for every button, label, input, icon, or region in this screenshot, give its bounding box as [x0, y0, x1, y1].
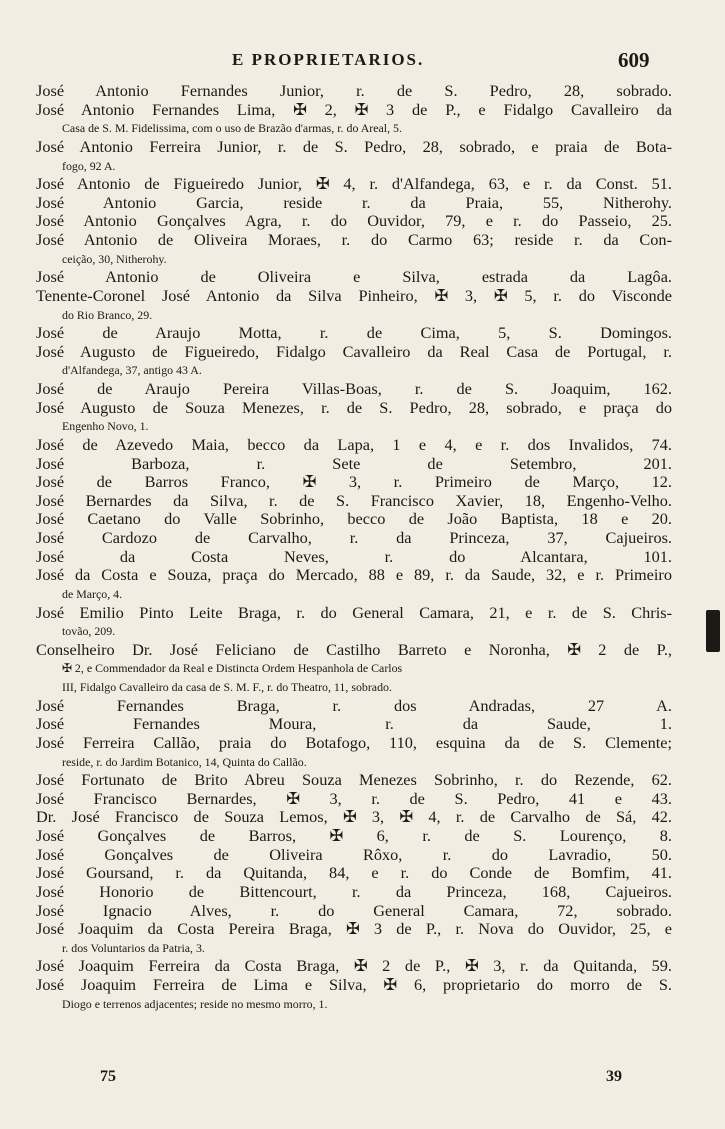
entry-line: José Augusto de Figueiredo, Fidalgo Cavalleiro da Real Casa de Portugal, r.	[36, 341, 672, 361]
signature-sheet-number: 39	[606, 1068, 622, 1085]
entry-line: José de Azevedo Maia, becco da Lapa, 1 e 4, e r. dos Invalidos, 74.	[36, 434, 672, 454]
entry-line: José Antonio de Oliveira e Silva, estrada da Lagôa.	[36, 267, 672, 287]
entry-line: Tenente-Coronel José Antonio da Silva Pinheiro, ✠ 3, ✠ 5, r. do Visconde	[36, 285, 672, 305]
entry-line: José Ferreira Callão, praia do Botafogo, 110, esquina da de S. Clemente;	[36, 732, 672, 752]
entry-line: Dr. José Francisco de Souza Lemos, ✠ 3, ✠ 4, r. de Carvalho de Sá, 42.	[36, 807, 672, 827]
entry-continuation-line: fogo, 92 A.	[62, 158, 116, 173]
entry-continuation-line: d'Alfandega, 37, antigo 43 A.	[62, 363, 202, 378]
entry-line: José Antonio Fernandes Lima, ✠ 2, ✠ 3 de P., e Fidalgo Cavalleiro da	[36, 99, 672, 119]
entry-continuation-line: reside, r. do Jardim Botanico, 14, Quinta do Callão.	[62, 754, 307, 769]
entry-line: José Joaquim Ferreira de Lima e Silva, ✠ 6, proprietario do morro de S.	[36, 975, 672, 994]
entry-continuation-line: ceição, 30, Nitherohy.	[62, 251, 167, 266]
entry-line: José Caetano do Valle Sobrinho, becco de João Baptista, 18 e 20.	[36, 509, 672, 529]
directory-entries	[36, 82, 672, 1013]
entry-line: José de Barros Franco, ✠ 3, r. Primeiro de Março, 12.	[36, 472, 672, 492]
entry-line: José Emilio Pinto Leite Braga, r. do General Camara, 21, e r. de S. Chris-	[36, 602, 672, 622]
entry-line: José Antonio de Figueiredo Junior, ✠ 4, r. d'Alfandega, 63, e r. da Const. 51.	[36, 174, 672, 194]
entry-line: José Gonçalves de Oliveira Rôxo, r. do Lavradio, 50.	[36, 844, 672, 864]
page-header	[0, 48, 725, 78]
entry-line: José Fernandes Braga, r. dos Andradas, 27 A.	[36, 695, 672, 715]
entry-continuation-line: III, Fidalgo Cavalleiro da casa de S. M. F., r. do Theatro, 11, sobrado.	[62, 680, 392, 694]
entry-continuation-line: tovão, 209.	[62, 624, 116, 639]
entry-line: José Antonio Gonçalves Agra, r. do Ouvidor, 79, e r. do Passeio, 25.	[36, 211, 672, 231]
entry-continuation-line: Diogo e terrenos adjacentes; reside no mesmo morro, 1.	[62, 996, 328, 1011]
entry-line: José Antonio Ferreira Junior, r. de S. Pedro, 28, sobrado, e praia de Bota-	[36, 136, 672, 156]
entry-continuation-line: Engenho Novo, 1.	[62, 419, 149, 434]
entry-line: José Cardozo de Carvalho, r. da Princeza, 37, Cajueiros.	[36, 528, 672, 547]
entry-line: José Bernardes da Silva, r. de S. Francisco Xavier, 18, Engenho-Velho.	[36, 490, 672, 510]
entry-continuation-line: ✠ 2, e Commendador da Real e Distincta Ordem Hespanhola de Carlos	[62, 661, 403, 676]
entry-line: José de Araujo Pereira Villas-Boas, r. de S. Joaquim, 162.	[36, 379, 672, 398]
entry-line: José Francisco Bernardes, ✠ 3, r. de S. Pedro, 41 e 43.	[36, 788, 672, 808]
entry-line: José Joaquim da Costa Pereira Braga, ✠ 3 de P., r. Nova do Ouvidor, 25, e	[36, 919, 672, 939]
page-edge-mark	[706, 610, 720, 652]
entry-line: José Fernandes Moura, r. da Saude, 1.	[36, 714, 672, 734]
entry-continuation-line: Casa de S. M. Fidelissima, com o uso de Brazão d'armas, r. do Areal, 5.	[62, 121, 402, 136]
entry-line: José Goursand, r. da Quitanda, 84, e r. do Conde de Bomfim, 41.	[36, 863, 672, 883]
entry-line: José Antonio de Oliveira Moraes, r. do Carmo 63; reside r. da Con-	[36, 230, 672, 249]
entry-line: José Antonio Fernandes Junior, r. de S. Pedro, 28, sobrado.	[36, 81, 672, 100]
entry-line: José Antonio Garcia, reside r. da Praia, 55, Nitherohy.	[36, 192, 672, 212]
entry-line: José Fortunato de Brito Abreu Souza Menezes Sobrinho, r. do Rezende, 62.	[36, 770, 672, 790]
entry-line: José Ignacio Alves, r. do General Camara, 72, sobrado.	[36, 900, 672, 920]
entry-line: José Honorio de Bittencourt, r. da Princeza, 168, Cajueiros.	[36, 881, 672, 901]
entry-continuation-line: r. dos Voluntarios da Patria, 3.	[62, 940, 205, 955]
entry-line: José Gonçalves de Barros, ✠ 6, r. de S. Lourenço, 8.	[36, 826, 672, 845]
entry-line: José Augusto de Souza Menezes, r. de S. Pedro, 28, sobrado, e praça do	[36, 397, 672, 417]
entry-continuation-line: de Março, 4.	[62, 586, 123, 601]
page-title: E PROPRIETARIOS.	[232, 50, 425, 69]
entry-continuation-line: do Rio Branco, 29.	[62, 307, 153, 322]
entry-line: José de Araujo Motta, r. de Cima, 5, S. Domingos.	[36, 323, 672, 343]
entry-line: José da Costa e Souza, praça do Mercado, 88 e 89, r. da Saude, 32, e r. Primeiro	[36, 565, 672, 585]
entry-line: José da Costa Neves, r. do Alcantara, 101.	[36, 546, 672, 566]
entry-line: Conselheiro Dr. José Feliciano de Castilho Barreto e Noronha, ✠ 2 de P.,	[36, 639, 672, 659]
page-number: 609	[618, 48, 650, 72]
signature-mark: 75	[100, 1068, 116, 1085]
entry-line: José Joaquim Ferreira da Costa Braga, ✠ 2 de P., ✠ 3, r. da Quitanda, 59.	[36, 956, 672, 976]
entry-line: José Barboza, r. Sete de Setembro, 201.	[36, 453, 672, 473]
